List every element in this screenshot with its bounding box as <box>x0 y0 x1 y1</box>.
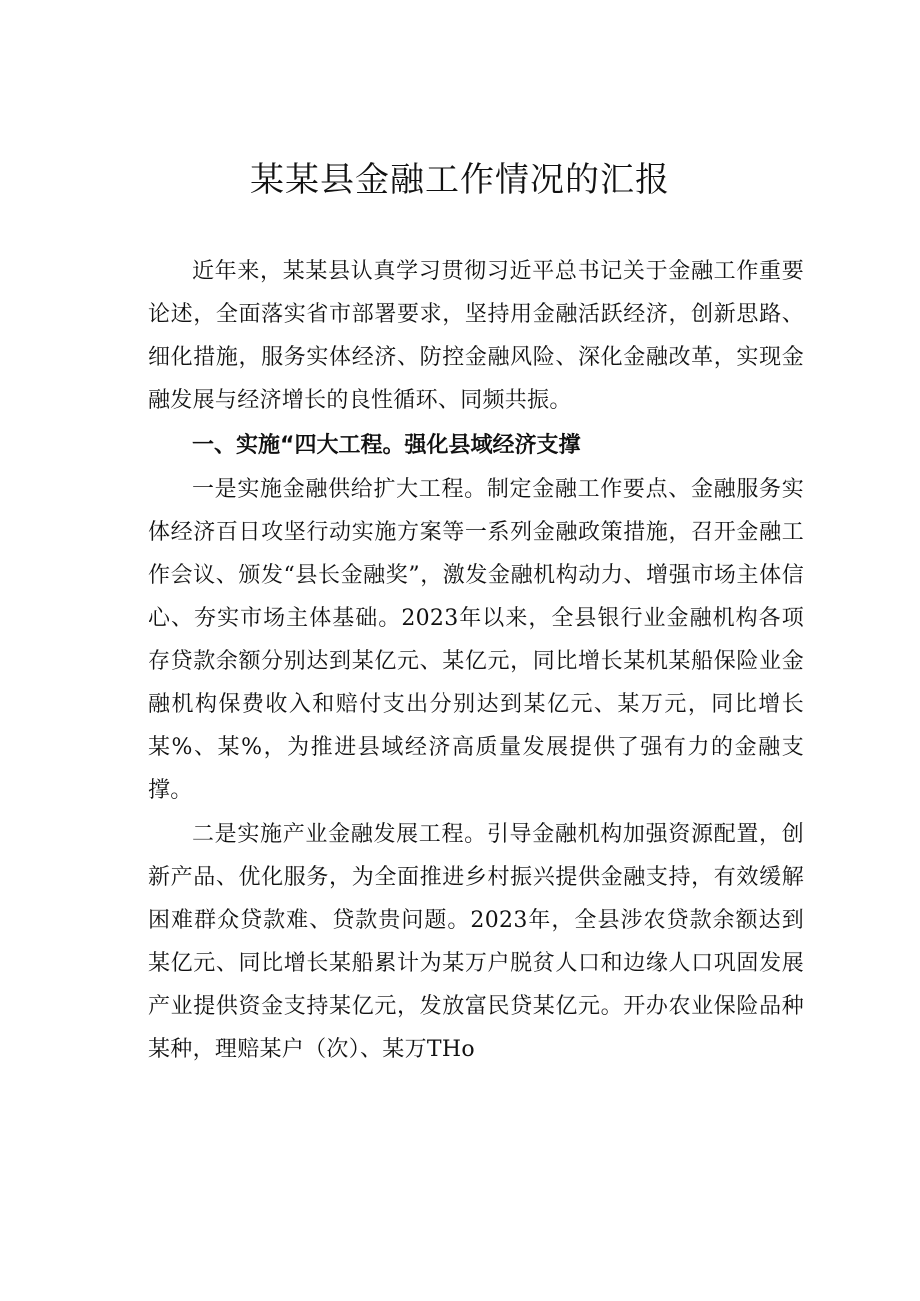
paragraph-finance-supply: 一是实施金融供给扩大工程。制定金融工作要点、金融服务实体经济百日攻坚行动实施方案等一系列金融政策措施，召开金融工作会议、颁发“县长金融奖”，激发金融机构动力、增强市场主体信心、夯实市场主体基础。2023年以来，全县银行业金融机构各项存贷款余额分别达到某亿元、某亿元，同比增长某机某船保险业金融机构保费收入和赔付支出分别达到某亿元、某万元，同比增长某%、某%，为推进县域经济高质量发展提供了强有力的金融支撑。 <box>148 477 804 803</box>
paragraph-industry-finance: 二是实施产业金融发展工程。引导金融机构加强资源配置，创新产品、优化服务，为全面推进乡村振兴提供金融支持，有效缓解困难群众贷款难、贷款贵问题。2023年，全县涉农贷款余额达到某亿元、同比增长某船累计为某万户脱贫人口和边缘人口巩固发展产业提供资金支持某亿元，发放富民贷某亿元。开办农业保险品种某种，理赔某户（次）、某万THo <box>148 822 804 1062</box>
intro-paragraph: 近年来，某某县认真学习贯彻习近平总书记关于金融工作重要论述，全面落实省市部署要求，坚持用金融活跃经济，创新思路、细化措施，服务实体经济、防控金融风险、深化金融改革，实现金融发展与经济增长的良性循环、同频共振。 <box>148 259 804 413</box>
section-heading-1: 一、实施“四大工程。强化县域经济支撑 <box>192 433 581 458</box>
document-title: 某某县金融工作情况的汇报 <box>250 160 670 200</box>
